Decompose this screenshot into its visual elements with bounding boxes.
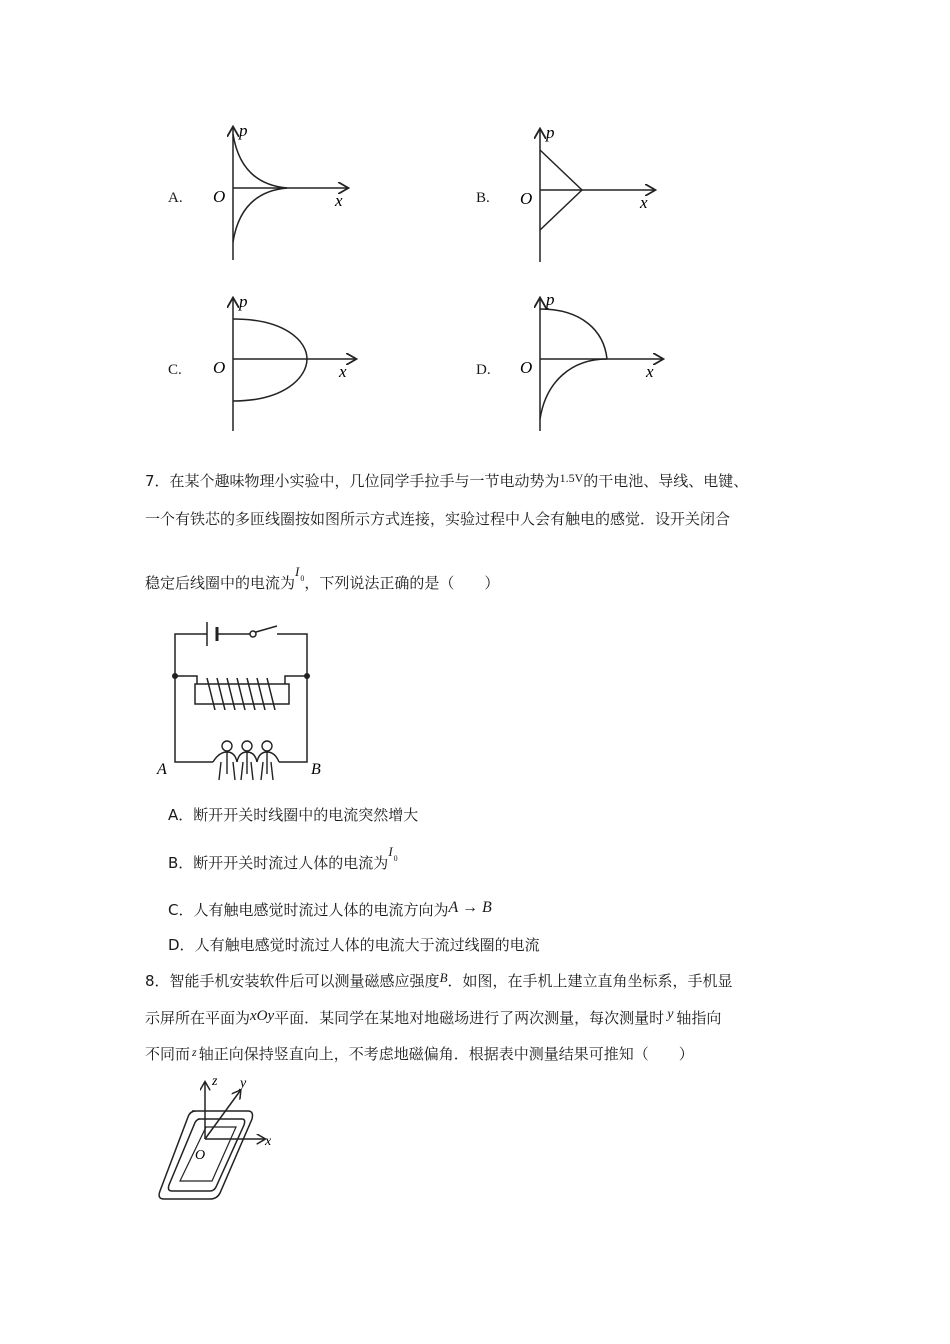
- wire-coil-left: [175, 676, 197, 684]
- q8-b-symbol: B: [439, 970, 448, 985]
- upper-curve: [233, 134, 287, 188]
- q8-text-1a: 智能手机安装软件后可以测量磁感应强度: [169, 972, 440, 990]
- q8-number: 8．: [145, 972, 170, 990]
- q8-text-3a: 不同而: [145, 1045, 191, 1063]
- graph-b: [502, 122, 672, 267]
- origin-label: O: [213, 358, 226, 377]
- q7-emf: 1.5V: [559, 471, 584, 485]
- x-axis-label: x: [339, 362, 347, 381]
- origin-label: O: [213, 187, 226, 206]
- wire-left-person: [175, 676, 213, 762]
- y-axis: [205, 1091, 240, 1139]
- upper-convex-curve: [540, 309, 607, 359]
- q8-line-1: [145, 971, 733, 992]
- q7-option-b-letter: B．: [168, 854, 194, 872]
- x-axis-label: x: [646, 362, 654, 381]
- q8-z-symbol: z: [192, 1045, 197, 1059]
- q7-text-1b: 的干电池、导线、电键、: [583, 472, 749, 490]
- q7-text-1a: 在某个趣味物理小实验中，几位同学手拉手与一节电动势为: [169, 472, 560, 490]
- q7-option-b[interactable]: [168, 844, 398, 876]
- q7-text-3b: ，下列说法正确的是（ ）: [304, 574, 500, 592]
- circuit-label-a: A: [157, 761, 167, 778]
- graph-c: [195, 291, 365, 436]
- wire-top-left: [175, 634, 207, 676]
- q7-option-d-letter: D．: [168, 936, 195, 954]
- graph-a: [195, 120, 365, 265]
- junction-right: [304, 673, 310, 679]
- circuit-label-b: B: [311, 761, 321, 778]
- q7-option-c-text: 人有触电感觉时流过人体的电流方向为: [193, 901, 449, 919]
- phone-outer-body: [159, 1111, 252, 1199]
- x-axis-label: x: [335, 191, 343, 210]
- lower-concave-curve: [540, 359, 607, 419]
- q8-line-3: [145, 1044, 694, 1065]
- phone-axis-z: z: [212, 1075, 218, 1089]
- q7-option-d[interactable]: [168, 935, 540, 955]
- option-d-letter: D.: [476, 362, 491, 378]
- q7-option-c-letter: C．: [168, 901, 194, 919]
- q7-option-c[interactable]: [168, 900, 492, 921]
- semi-ellipse-curve: [233, 319, 307, 401]
- q7-option-a-text: 断开开关时线圈中的电流突然增大: [193, 806, 419, 824]
- q8-text-2a: 示屏所在平面为: [145, 1009, 251, 1027]
- lower-line: [540, 190, 582, 230]
- lower-curve: [233, 188, 287, 242]
- q7-line-3: [145, 564, 500, 596]
- circuit-diagram: [155, 612, 335, 782]
- phone-origin: O: [195, 1148, 206, 1163]
- people-chain: [213, 741, 279, 780]
- origin-label: O: [520, 358, 533, 377]
- q8-line-2: [145, 1008, 721, 1030]
- y-axis-label: p: [239, 292, 248, 311]
- option-b-letter: B.: [476, 190, 490, 206]
- y-axis-label: p: [239, 121, 248, 140]
- q7-current-symbol: $I_0$: [295, 564, 305, 583]
- q7-option-c-math: A → B: [448, 899, 492, 916]
- switch-contact: [250, 631, 256, 637]
- q7-option-a-letter: A．: [168, 806, 194, 824]
- q7-option-a[interactable]: [168, 805, 418, 825]
- phone-axis-y: y: [240, 1076, 247, 1091]
- q7-line-1: [145, 471, 748, 492]
- y-axis-label: p: [546, 123, 555, 142]
- option-c-letter: C.: [168, 362, 182, 378]
- upper-line: [540, 150, 582, 190]
- q7-option-b-text: 断开开关时流过人体的电流为: [193, 854, 389, 872]
- origin-label: O: [520, 189, 533, 208]
- wire-coil-right: [285, 676, 307, 684]
- q7-line-2: 一个有铁芯的多匝线圈按如图所示方式连接，实验过程中人会有触电的感觉．设开关闭合: [145, 510, 731, 528]
- junction-left: [172, 673, 178, 679]
- wire-top-right: [277, 634, 307, 676]
- q8-text-1b: ．如图，在手机上建立直角坐标系，手机显: [447, 972, 733, 990]
- q8-text-2c: 轴指向: [676, 1009, 722, 1027]
- q7-option-d-text: 人有触电感觉时流过人体的电流大于流过线圈的电流: [194, 936, 540, 954]
- q7-number: 7．: [145, 472, 170, 490]
- q8-text-3b: 轴正向保持竖直向上，不考虑地磁偏角．根据表中测量结果可推知（ ）: [198, 1045, 694, 1063]
- q8-y-symbol: y: [667, 1007, 674, 1022]
- graph-d: [502, 291, 672, 436]
- q8-plane-symbol: xOy: [250, 1008, 275, 1024]
- option-a-letter: A.: [168, 190, 183, 206]
- x-axis-label: x: [640, 193, 648, 212]
- phone-axis-x: x: [265, 1134, 272, 1149]
- phone-axes-diagram: [150, 1075, 290, 1205]
- coil-windings: [207, 678, 275, 710]
- q7-option-b-symbol: $I_0$: [388, 844, 398, 863]
- q7-text-3a: 稳定后线圈中的电流为: [145, 574, 296, 592]
- wire-right-person: [279, 676, 307, 762]
- y-axis-label: p: [546, 291, 555, 309]
- q8-text-2b: 平面．某同学在某地对地磁场进行了两次测量，每次测量时: [274, 1009, 665, 1027]
